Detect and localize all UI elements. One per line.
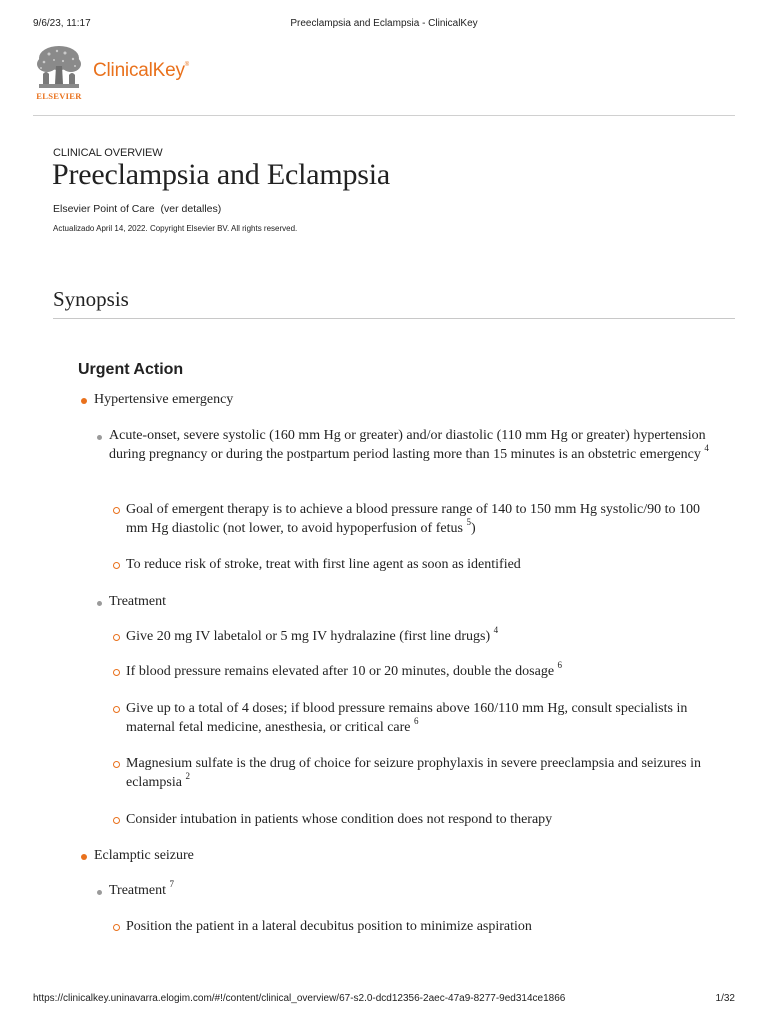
page-title: Preeclampsia and Eclampsia	[52, 158, 390, 191]
print-doc-title: Preeclampsia and Eclampsia - ClinicalKey	[290, 18, 478, 29]
list-item	[126, 660, 718, 682]
list-item	[126, 918, 718, 937]
logo-area[interactable]	[35, 44, 255, 102]
list-item	[126, 811, 718, 830]
bullet-marker	[113, 562, 120, 569]
list-item	[109, 427, 716, 464]
details-link[interactable]: (ver detalles)	[160, 203, 222, 215]
page-number: 1/32	[715, 993, 735, 1004]
list-item	[109, 879, 716, 901]
section-title-synopsis: Synopsis	[53, 287, 129, 311]
source-line	[53, 203, 221, 215]
bullet-marker	[113, 761, 120, 768]
reference-superscript[interactable]: 6	[414, 715, 419, 726]
list-item-text: Treatment	[109, 883, 167, 898]
bullet-marker	[97, 890, 102, 895]
list-item-text: Hypertensive emergency	[94, 392, 234, 407]
source-name: Elsevier Point of Care	[53, 203, 155, 215]
print-header	[33, 18, 735, 32]
bullet-marker	[113, 669, 120, 676]
bullet-marker	[97, 601, 102, 606]
elsevier-tree-logo-icon	[35, 44, 83, 90]
reference-superscript[interactable]: 4	[704, 442, 709, 453]
subsection-title-urgent-action: Urgent Action	[78, 361, 184, 378]
article-overline: CLINICAL OVERVIEW	[53, 147, 163, 159]
list-item-text: Acute-onset, severe systolic (160 mm Hg or greater) and/or diastolic (110 mm Hg or greater) hypertension during pregnancy or during the postpartum period lasting more than 15 minutes is an obstetric emergency	[109, 428, 706, 462]
list-item	[126, 501, 718, 538]
print-datetime: 9/6/23, 11:17	[33, 18, 91, 29]
list-item	[126, 556, 718, 575]
list-item-text: Eclamptic seizure	[94, 848, 194, 863]
list-item-text: If blood pressure remains elevated after 10 or 20 minutes, double the dosage	[126, 664, 555, 679]
list-item-text: Give 20 mg IV labetalol or 5 mg IV hydralazine (first line drugs)	[126, 629, 491, 644]
clinicalkey-logo	[93, 60, 189, 82]
list-item-text: Position the patient in a lateral decubitus position to minimize aspiration	[126, 919, 532, 934]
reference-superscript[interactable]: 7	[169, 879, 175, 890]
list-item-text: To reduce risk of stroke, treat with first line agent as soon as identified	[126, 557, 521, 572]
bullet-marker	[81, 854, 87, 860]
list-item	[109, 593, 716, 612]
list-item-text: Give up to a total of 4 doses; if blood pressure remains above 160/110 mm Hg, consult specialists in maternal fetal medicine, anesthesia, or critical care	[126, 701, 688, 735]
list-item-text: Magnesium sulfate is the drug of choice for seizure prophylaxis in severe preeclampsia and seizures in eclampsia	[126, 756, 701, 790]
reference-superscript[interactable]: 5	[466, 516, 471, 527]
trademark-symbol: ®	[184, 62, 190, 68]
list-item	[126, 700, 718, 737]
page-url: https://clinicalkey.uninavarra.elogim.com/#!/content/clinical_overview/67-s2.0-dcd12356-2aec-47a9-8277-9ed314ce1866	[33, 993, 566, 1004]
bullet-marker	[113, 634, 120, 641]
bullet-marker	[81, 398, 87, 404]
section-divider	[53, 318, 735, 319]
bullet-marker	[113, 706, 120, 713]
list-item	[126, 625, 718, 647]
bullet-marker	[113, 507, 120, 514]
list-item-text: Treatment	[109, 594, 167, 609]
reference-superscript[interactable]: 6	[557, 660, 563, 671]
elsevier-wordmark: ELSEVIER	[36, 91, 82, 101]
header-divider	[33, 115, 735, 116]
bullet-marker	[97, 435, 102, 440]
bullet-marker	[113, 924, 120, 931]
print-footer	[33, 993, 735, 1007]
list-item-text: Consider intubation in patients whose condition does not respond to therapy	[126, 812, 553, 827]
bullet-marker	[113, 817, 120, 824]
list-item	[94, 391, 714, 410]
list-item-suffix: )	[470, 520, 476, 536]
list-item-text: Goal of emergent therapy is to achieve a blood pressure range of 140 to 150 mm Hg systolic/90 to 100 mm Hg diastolic (not lower, to avoid hypoperfusion of fetus	[126, 502, 700, 536]
list-item	[126, 755, 718, 792]
clinicalkey-wordmark: ClinicalKey	[93, 60, 185, 81]
reference-superscript[interactable]: 4	[493, 625, 499, 636]
updated-copyright: Actualizado April 14, 2022. Copyright Elsevier BV. All rights reserved.	[53, 224, 298, 233]
list-item	[94, 847, 714, 866]
reference-superscript[interactable]: 2	[185, 770, 190, 781]
